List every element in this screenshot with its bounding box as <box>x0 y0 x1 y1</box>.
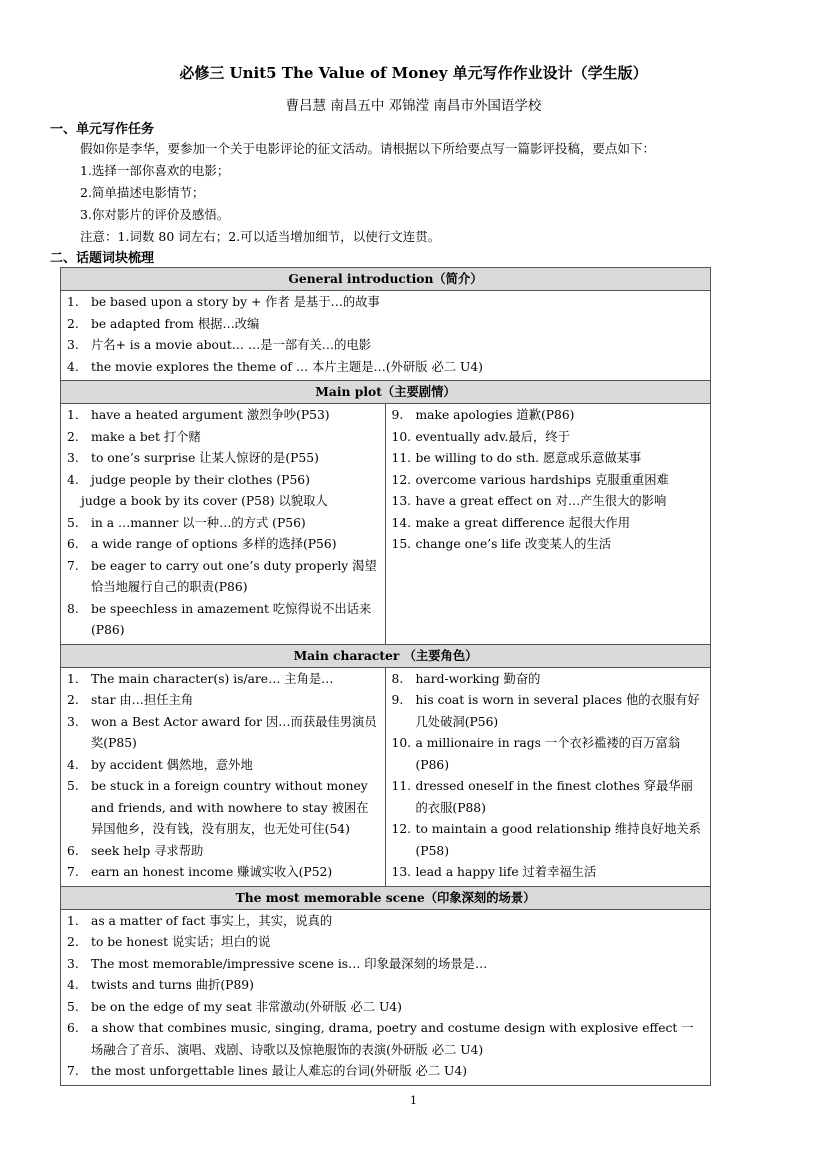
task-line: 3.你对影片的评价及感悟。 <box>80 207 230 222</box>
phrase-number: 10. <box>391 736 412 750</box>
memorable-scene-cell <box>61 909 711 1085</box>
phrase-number: 4. <box>67 757 79 772</box>
phrase-item <box>67 405 379 427</box>
phrase-number: 3. <box>67 451 79 465</box>
phrase-text: eventually adv.最后，终于 <box>415 429 570 444</box>
phrase-text: seek help 寻求帮助 <box>91 843 204 858</box>
section-1-heading: 一、单元写作任务 <box>50 122 155 137</box>
phrase-text: The main character(s) is/are… 主角是… <box>91 671 334 686</box>
phrase-number: 14. <box>391 515 412 530</box>
phrase-number: 11. <box>391 451 412 465</box>
phrase-item <box>392 819 705 862</box>
phrase-text: won a Best Actor award for 因…而获最佳男演员奖(P85) <box>91 714 377 750</box>
phrase-item <box>67 712 379 755</box>
phrase-text: judge a book by its cover (P58) 以貌取人 <box>81 494 328 508</box>
phrase-number: 6. <box>67 843 79 858</box>
phrase-number: 2. <box>67 316 79 331</box>
phrase-text: hard-working 勤奋的 <box>415 671 541 686</box>
task-line: 1.选择一部你喜欢的电影； <box>80 163 230 178</box>
general-intro-header: General introduction（简介） <box>61 268 711 291</box>
phrase-text: a wide range of options 多样的选择(P56) <box>91 537 337 551</box>
phrase-number: 3. <box>67 338 79 352</box>
phrase-number: 6. <box>67 537 79 551</box>
phrase-item <box>67 776 379 841</box>
phrase-item <box>67 755 379 777</box>
phrase-item <box>392 470 705 492</box>
phrase-number: 1. <box>67 913 79 928</box>
phrase-number: 5. <box>67 515 79 530</box>
phrase-text: twists and turns 曲折(P89) <box>91 978 254 992</box>
phrase-text: be speechless in amazement 吃惊得说不出话来(P86) <box>91 601 372 637</box>
section-2-heading: 二、话题词块梳理 <box>50 251 155 266</box>
phrase-number: 9. <box>391 693 404 707</box>
phrase-number: 1. <box>67 671 79 686</box>
phrase-item <box>392 862 705 884</box>
phrase-text: make a great difference 起很大作用 <box>415 515 631 530</box>
memorable-scene-header: The most memorable scene（印象深刻的场景） <box>61 886 711 909</box>
phrase-number: 6. <box>67 1021 79 1035</box>
phrase-number: 10. <box>391 429 412 444</box>
phrase-item <box>67 357 704 379</box>
phrase-number: 1. <box>67 408 79 422</box>
general-intro-cell <box>61 291 711 381</box>
phrase-item <box>392 491 705 513</box>
phrase-number: 12. <box>391 822 412 836</box>
phrase-text: the most unforgettable lines 最让人难忘的台词(外研版 必二 U4) <box>91 1064 468 1078</box>
phrase-text: a show that combines music, singing, drama, poetry and costume design with explosive effect 一场融合了音乐、演唱、戏剧、诗歌以及惊艳服饰的表演(外研版 必二 U4) <box>91 1021 694 1057</box>
main-plot-left-cell <box>61 404 386 645</box>
phrase-number: 15. <box>391 537 412 551</box>
phrase-item <box>67 448 379 470</box>
phrase-number: 2. <box>67 429 79 444</box>
page-number: 1 <box>410 1094 417 1107</box>
main-character-right-cell <box>385 667 711 886</box>
phrase-text: a millionaire in rags 一个衣衫褴褛的百万富翁(P86) <box>415 736 681 772</box>
phrase-number: 7. <box>67 865 79 879</box>
main-character-header: Main character （主要角色） <box>61 644 711 667</box>
phrase-text: to be honest 说实话；坦白的说 <box>91 935 271 949</box>
phrase-text: have a great effect on 对…产生很大的影响 <box>415 494 667 508</box>
phrase-item <box>67 954 704 976</box>
phrase-item <box>67 975 704 997</box>
phrase-item <box>392 405 705 427</box>
phrase-text: change one’s life 改变某人的生活 <box>415 537 612 551</box>
phrase-number: 2. <box>67 693 79 707</box>
phrase-item <box>67 427 379 449</box>
phrase-text: be based upon a story by + 作者 是基于…的故事 <box>91 295 380 309</box>
phrase-text: 片名+ is a movie about… …是一部有关…的电影 <box>91 338 371 352</box>
phrase-item <box>392 534 705 556</box>
task-line: 注意：1.词数 80 词左右；2.可以适当增加细节，以使行文连贯。 <box>80 229 441 244</box>
phrase-text: overcome various hardships 克服重重困难 <box>415 472 669 487</box>
phrase-number: 3. <box>67 956 79 971</box>
phrase-number: 5. <box>67 999 79 1014</box>
phrase-text: star 由…担任主角 <box>91 693 194 707</box>
phrase-item <box>392 669 705 691</box>
phrase-text: his coat is worn in several places 他的衣服有好几处破洞(P56) <box>415 693 700 729</box>
phrase-item <box>67 862 379 884</box>
phrase-text: be adapted from 根据…改编 <box>91 316 260 331</box>
phrase-item <box>67 669 379 691</box>
phrase-item <box>392 690 705 733</box>
phrase-text: The most memorable/impressive scene is… 印象最深刻的场景是… <box>91 956 488 971</box>
phrase-number: 7. <box>67 1064 79 1078</box>
phrase-number: 12. <box>391 472 412 487</box>
phrase-text: lead a happy life 过着幸福生活 <box>415 865 597 879</box>
phrase-text: be willing to do sth. 愿意或乐意做某事 <box>415 451 642 465</box>
phrase-table <box>60 267 711 1086</box>
phrase-number: 4. <box>67 359 79 374</box>
phrase-number: 11. <box>391 779 412 793</box>
phrase-number: 8. <box>391 671 404 686</box>
phrase-item <box>67 491 379 513</box>
phrase-text: make apologies 道歉(P86) <box>415 408 575 422</box>
phrase-text: be eager to carry out one’s duty properly 渴望恰当地履行自己的职责(P86) <box>91 558 377 594</box>
phrase-item <box>392 776 705 819</box>
phrase-item <box>67 997 704 1019</box>
task-line: 假如你是李华，要参加一个关于电影评论的征文活动。请根据以下所给要点写一篇影评投稿，要点如下： <box>80 141 656 156</box>
phrase-number: 4. <box>67 978 79 992</box>
phrase-item <box>67 513 379 535</box>
phrase-item <box>67 911 704 933</box>
phrase-number: 3. <box>67 714 79 729</box>
phrase-item <box>67 534 379 556</box>
phrase-item <box>67 314 704 336</box>
phrase-number: 7. <box>67 558 79 573</box>
authors: 曹吕慧 南昌五中 邓锦滢 南昌市外国语学校 <box>285 98 542 114</box>
phrase-text: be on the edge of my seat 非常激动(外研版 必二 U4) <box>91 999 402 1014</box>
phrase-number: 9. <box>391 408 404 422</box>
phrase-number: 8. <box>67 601 79 616</box>
phrase-text: be stuck in a foreign country without money and friends, and with nowhere to stay 被困在异国他乡，没有钱，没有朋友，也无处可住(54) <box>91 779 369 836</box>
phrase-item <box>67 841 379 863</box>
phrase-item <box>67 1018 704 1061</box>
phrase-text: by accident 偶然地，意外地 <box>91 757 253 772</box>
phrase-item <box>67 932 704 954</box>
phrase-text: to one’s surprise 让某人惊讶的是(P55) <box>91 451 319 465</box>
phrase-text: make a bet 打个赌 <box>91 429 201 444</box>
phrase-text: the movie explores the theme of … 本片主题是…(外研版 必二 U4) <box>91 359 483 374</box>
phrase-item <box>392 427 705 449</box>
phrase-item <box>392 513 705 535</box>
phrase-number: 13. <box>391 865 412 879</box>
phrase-item <box>392 733 705 776</box>
phrase-number: 5. <box>67 779 79 793</box>
phrase-text: as a matter of fact 事实上，其实，说真的 <box>91 913 333 928</box>
main-character-left-cell <box>61 667 386 886</box>
phrase-text: dressed oneself in the finest clothes 穿最华丽的衣服(P88) <box>415 779 693 815</box>
task-line: 2.简单描述电影情节； <box>80 185 205 200</box>
phrase-number: 4. <box>67 472 79 487</box>
phrase-number: 2. <box>67 935 79 949</box>
main-plot-header: Main plot（主要剧情） <box>61 381 711 404</box>
phrase-item <box>67 335 704 357</box>
phrase-text: in a …manner 以一种…的方式 (P56) <box>91 515 306 530</box>
phrase-text: have a heated argument 激烈争吵(P53) <box>91 408 330 422</box>
phrase-item <box>67 292 704 314</box>
phrase-text: judge people by their clothes (P56) <box>91 472 310 487</box>
phrase-item <box>392 448 705 470</box>
phrase-text: to maintain a good relationship 维持良好地关系(P58) <box>415 822 701 858</box>
phrase-item <box>67 599 379 642</box>
phrase-item <box>67 690 379 712</box>
main-plot-right-cell <box>385 404 711 645</box>
phrase-item <box>67 556 379 599</box>
phrase-number: 1. <box>67 295 79 309</box>
phrase-text: earn an honest income 赚诚实收入(P52) <box>91 865 333 879</box>
phrase-number: 13. <box>391 494 412 508</box>
document-title: 必修三 Unit5 The Value of Money 单元写作作业设计（学生版） <box>179 64 648 82</box>
phrase-item <box>67 470 379 492</box>
phrase-item <box>67 1061 704 1083</box>
